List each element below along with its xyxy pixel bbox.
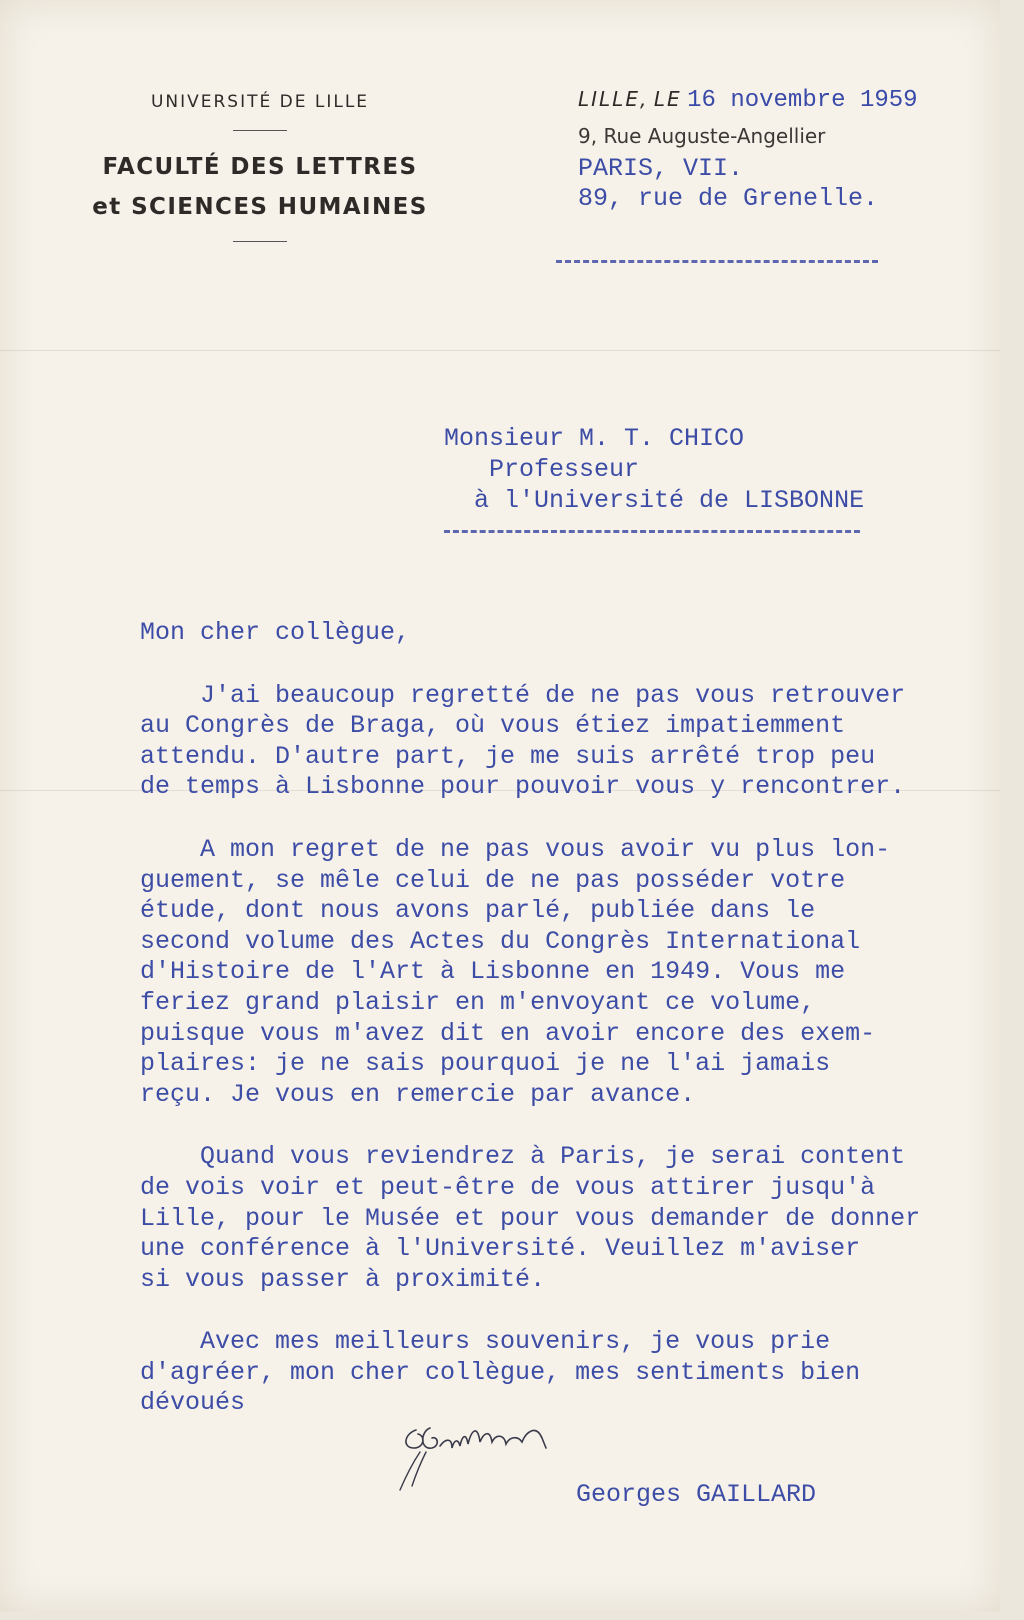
fold-crease-top (0, 350, 1000, 351)
body-line: guement, se mêle celui de ne pas posséder votre (140, 865, 846, 895)
body-line: de temps à Lisbonne pour pouvoir vous y rencontrer. (140, 772, 906, 802)
body-line: de vois voir et peut-être de vous attirer jusqu'à (140, 1172, 876, 1202)
letterhead-faculty-line1: FACULTÉ DES LETTRES (102, 154, 418, 180)
signatory-name: Georges GAILLARD (576, 1480, 817, 1509)
letterhead-faculty-line2: et SCIENCES HUMAINES (92, 194, 428, 220)
dateline-place: LILLE, (578, 87, 649, 111)
body-line: attendu. D'autre part, je me suis arrêté trop peu (140, 741, 876, 771)
paragraph-3 (140, 1142, 1000, 1295)
letterhead-rule (233, 130, 287, 131)
recipient-line2: Professeur (444, 455, 640, 484)
letter-body (140, 618, 1000, 1451)
body-line: second volume des Actes du Congrès International (140, 926, 861, 956)
body-line: étude, dont nous avons parlé, publiée dans le (140, 896, 816, 926)
body-line: dévoués (140, 1388, 246, 1418)
body-line: Avec mes meilleurs souvenirs, je vous prie (140, 1327, 831, 1357)
body-line: Lille, pour le Musée et pour vous demander de donner (140, 1203, 921, 1233)
handwritten-signature (396, 1418, 576, 1503)
dateline-date: 16 novembre 1959 (687, 87, 918, 114)
typed-address-line2: 89, rue de Grenelle. (578, 184, 879, 213)
recipient-block (444, 423, 864, 516)
salutation: Mon cher collègue, (140, 618, 411, 647)
paragraph-1 (140, 681, 1000, 803)
paragraph-2 (140, 835, 1000, 1110)
letterhead (60, 92, 460, 242)
body-line: une conférence à l'Université. Veuillez m'aviser (140, 1234, 861, 1264)
body-line: d'agréer, mon cher collègue, mes sentiments bien (140, 1357, 861, 1387)
dateline (578, 86, 918, 114)
body-line: au Congrès de Braga, où vous étiez impatiemment (140, 711, 846, 741)
body-line: si vous passer à proximité. (140, 1264, 546, 1294)
signature-scribble-icon (396, 1418, 576, 1498)
printed-address: 9, Rue Auguste-Angellier (578, 124, 826, 148)
body-line: Quand vous reviendrez à Paris, je serai content (140, 1142, 906, 1172)
typed-address-line1: PARIS, VII. (578, 154, 744, 183)
letterhead-university: UNIVERSITÉ DE LILLE (150, 92, 370, 112)
body-line: d'Histoire de l'Art à Lisbonne en 1949. Vous me (140, 957, 846, 987)
body-line: puisque vous m'avez dit en avoir encore des exem- (140, 1018, 876, 1048)
address-dashed-rule (556, 260, 878, 263)
body-line: J'ai beaucoup regretté de ne pas vous retrouver (140, 680, 906, 710)
dateline-block (578, 86, 918, 214)
recipient-line1: Monsieur M. T. CHICO (444, 424, 745, 453)
recipient-line3: à l'Université de LISBONNE (444, 486, 865, 515)
dateline-le: LE (653, 87, 682, 111)
paragraph-4-closing (140, 1327, 1000, 1419)
body-line: feriez grand plaisir en m'envoyant ce volume, (140, 987, 816, 1017)
letterhead-rule-bottom (233, 241, 287, 242)
recipient-dashed-rule (444, 530, 860, 533)
body-line: A mon regret de ne pas vous avoir vu plus lon- (140, 834, 891, 864)
body-line: reçu. Je vous en remercie par avance. (140, 1079, 696, 1109)
body-line: plaires: je ne sais pourquoi je ne l'ai jamais (140, 1049, 831, 1079)
